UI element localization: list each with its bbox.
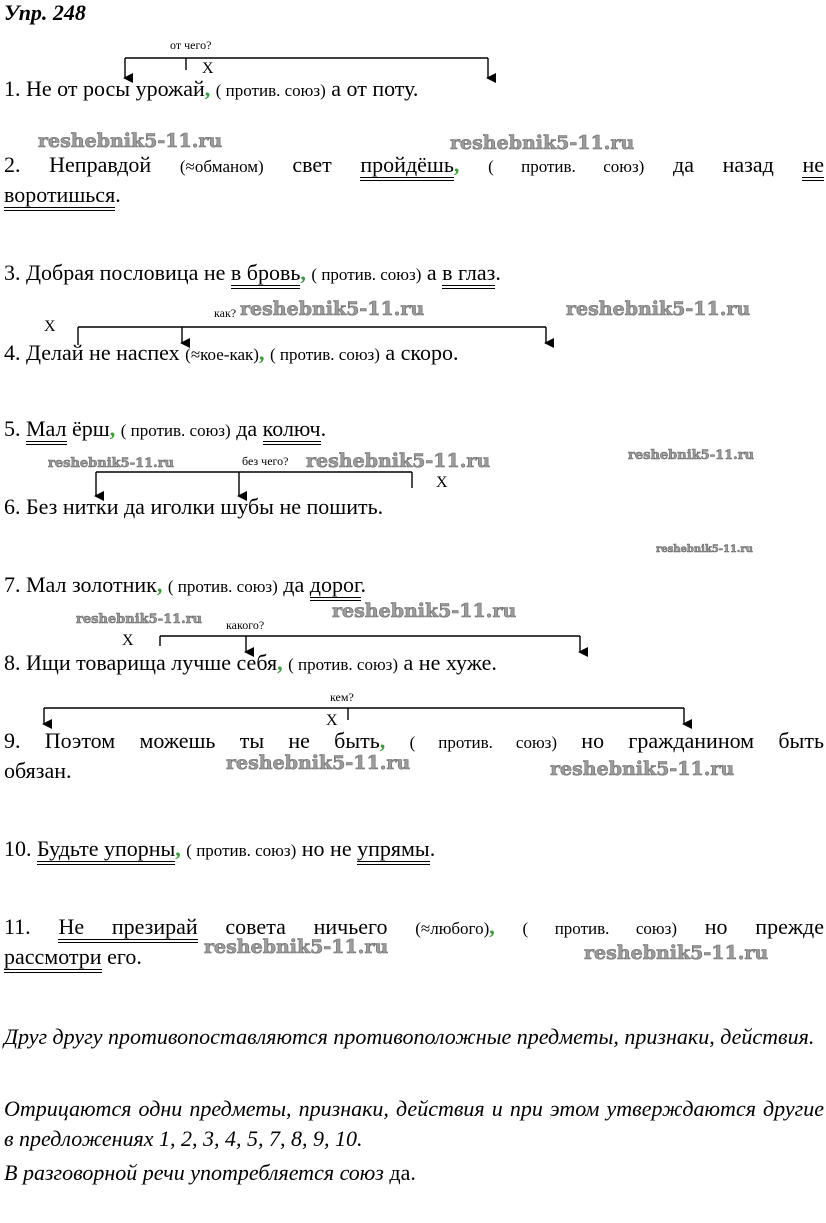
sentence-10: 10. Будьте упорны, ( против. союз) но не упрямы. [4,836,435,862]
sentence-1: 1. Не от росы урожай, ( против. союз) а от поту. [4,76,419,101]
sentence-5: 5. Мал ёрш, ( против. союз) да колюч. [4,416,326,442]
conclusion-paragraph-1: Друг другу противопоставляются противоположные предметы, признаки, действия. [4,1024,815,1049]
sentence-7: 7. Мал золотник, ( против. союз) да дорог. [4,572,366,598]
sentence-11-cont: рассмотри его. [4,944,142,970]
s6-x-mark: Х [436,474,448,491]
s1-x-mark: Х [202,60,214,77]
watermark: reshebnik5-11.ru [628,448,755,463]
sentence-6: 6. Без нитки да иголки шубы не пошить. [4,494,384,519]
watermark: reshebnik5-11.ru [566,298,751,320]
watermark: reshebnik5-11.ru [76,612,203,627]
conclusion-paragraph-2: Отрицаются одни предметы, признаки, действия и при этом утверждаются другие в предложениях 1, 2, 3, 4, 5, 7, 8, 9, 10. [4,1096,824,1151]
sentence-4: 4. Делай не наспех (≈кое-как), ( против. союз) а скоро. [4,340,459,365]
watermark: reshebnik5-11.ru [48,456,175,471]
s9-question: кем? [330,690,354,704]
conjunction-note: ( против. союз) [215,81,326,100]
s4-question: как? [214,306,237,320]
watermark: reshebnik5-11.ru [450,132,635,154]
watermark: reshebnik5-11.ru [226,752,411,774]
s1-question: от чего? [170,38,212,52]
watermark: reshebnik5-11.ru [38,130,223,152]
watermark: reshebnik5-11.ru [204,936,389,958]
s8-question: какого? [226,618,265,632]
watermark: reshebnik5-11.ru [240,298,425,320]
watermark: reshebnik5-11.ru [550,758,735,780]
watermark: reshebnik5-11.ru [306,450,491,472]
sentence-2-cont: воротишься. [4,182,121,208]
sentence-8: 8. Ищи товарища лучше себя, ( против. союз) а не хуже. [4,650,497,675]
watermark: reshebnik5-11.ru [656,544,753,555]
sentence-9: 9. Поэтом можешь ты не быть, ( против. союз) но гражданином быть [4,728,824,753]
s6-question: без чего? [242,454,289,468]
exercise-title: Упр. 248 [4,0,86,25]
s9-x-mark: Х [326,712,338,729]
conclusion-paragraph-3: В разговорной речи употребляется союз да. [4,1160,416,1185]
sentence-2: 2. Неправдой (≈обманом) свет пройдёшь, ( против. союз) да назад не [4,152,824,178]
watermark: reshebnik5-11.ru [332,600,517,622]
s8-x-mark: Х [122,632,134,649]
s4-x-mark: Х [44,318,56,335]
watermark: reshebnik5-11.ru [584,942,769,964]
sentence-11: 11. Не презирай совета ничьего (≈любого), ( против. союз) но прежде [4,914,824,940]
sentence-3: 3. Добрая пословица не в бровь, ( против. союз) а в глаз. [4,260,501,286]
sentence-9-cont: обязан. [4,758,72,783]
